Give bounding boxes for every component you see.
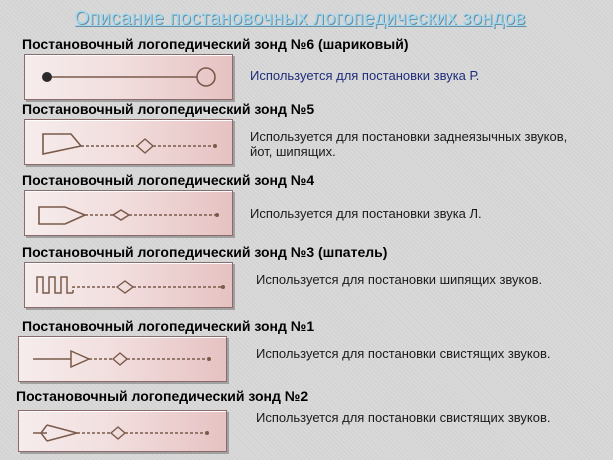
- probe-description: Используется для постановки свистящих звуков.: [256, 410, 551, 425]
- probe-description: Используется для постановки шипящих звуков.: [256, 272, 543, 287]
- page-title: Описание постановочных логопедических зондов: [74, 8, 526, 29]
- probe-section-1: [0, 318, 613, 390]
- probe-image-zigzag: [24, 262, 233, 308]
- probe-heading: Постановочный логопедический зонд №1: [22, 318, 315, 334]
- probe-section-5: [0, 101, 613, 173]
- probe-section-2: [0, 388, 613, 460]
- probe-section-3: [0, 244, 613, 316]
- probe-heading: Постановочный логопедический зонд №4: [22, 172, 315, 188]
- probe-image-arrow: [18, 410, 227, 452]
- probe-image-fork: [18, 336, 227, 382]
- probe-section-4: [0, 172, 613, 244]
- probe-heading: Постановочный логопедический зонд №6 (шариковый): [22, 36, 409, 52]
- probe-description: Используется для постановки свистящих звуков.: [256, 346, 551, 361]
- probe-image-wide-loop: [24, 119, 233, 165]
- probe-description: Используется для постановки звука Р.: [250, 68, 480, 83]
- probe-image-spatula: [24, 190, 233, 236]
- probe-section-6: [0, 36, 613, 108]
- probe-description: Используется для постановки звука Л.: [250, 206, 482, 221]
- probe-image-ball: [24, 54, 233, 100]
- probe-heading: Постановочный логопедический зонд №3 (шпатель): [22, 244, 388, 260]
- probe-description: Используется для постановки заднеязычных звуков, йот, шипящих.: [250, 129, 568, 159]
- probe-heading: Постановочный логопедический зонд №2: [16, 388, 309, 404]
- probe-heading: Постановочный логопедический зонд №5: [22, 101, 315, 117]
